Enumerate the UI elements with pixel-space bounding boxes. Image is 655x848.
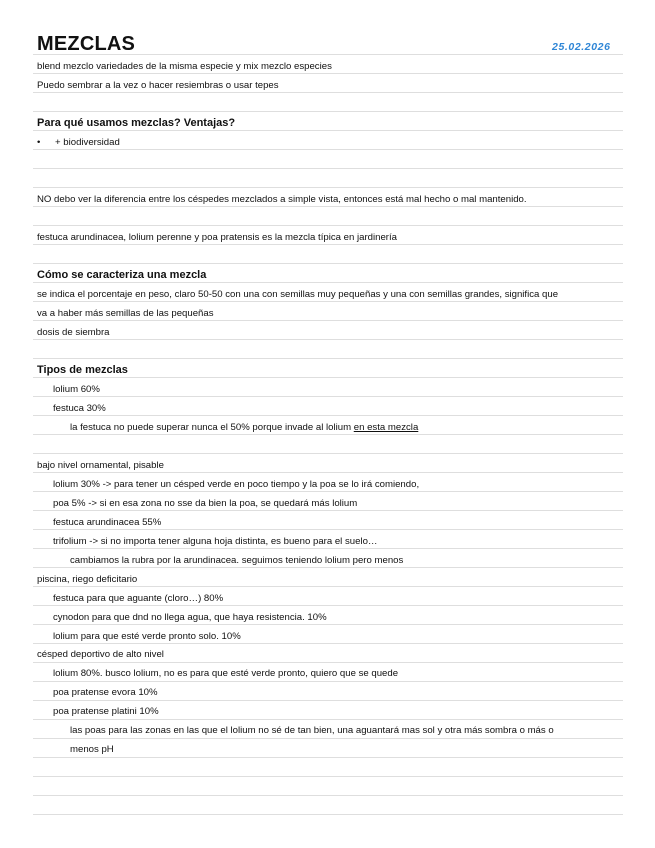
handwritten-date: 25.02.2026	[552, 41, 611, 53]
rule-line	[33, 453, 623, 454]
note-line: va a haber más semillas de las pequeñas	[37, 308, 214, 319]
rule-line	[33, 776, 623, 777]
rule-line	[33, 605, 623, 606]
rule-line	[33, 206, 623, 207]
rule-line	[33, 301, 623, 302]
note-line: poa 5% -> si en esa zona no sse da bien la poa, se quedará más lolium	[53, 498, 358, 509]
rule-line	[33, 130, 623, 131]
note-line: festuca arundinacea 55%	[53, 517, 162, 528]
rule-line	[33, 73, 623, 74]
note-line: lolium 30% -> para tener un césped verde en poco tiempo y la poa se lo irá comiendo,	[53, 479, 420, 490]
note-line: NO debo ver la diferencia entre los céspedes mezclados a simple vista, entonces está mal hecho o mal mantenido.	[37, 194, 527, 205]
note-line: las poas para las zonas en las que el lolium no sé de tan bien, una aguantará mas sol y otra más sombra o más o	[70, 725, 554, 736]
rule-line	[33, 149, 623, 150]
rule-line	[33, 472, 623, 473]
rule-line	[33, 415, 623, 416]
note-line	[70, 422, 418, 434]
note-line: Puedo sembrar a la vez o hacer resiembras o usar tepes	[37, 80, 279, 91]
rule-line	[33, 795, 623, 796]
rule-line	[33, 111, 623, 112]
note-line: lolium 60%	[53, 384, 100, 395]
section-heading: Tipos de mezclas	[37, 364, 128, 376]
rule-line	[33, 700, 623, 701]
note-line: bajo nivel ornamental, pisable	[37, 460, 164, 471]
note-line: festuca arundinacea, lolium perenne y poa pratensis es la mezcla típica en jardinería	[37, 232, 397, 243]
rule-line	[33, 567, 623, 568]
rule-line	[33, 168, 623, 169]
note-line: festuca 30%	[53, 403, 106, 414]
section-heading: Cómo se caracteriza una mezcla	[37, 269, 207, 281]
note-line: piscina, riego deficitario	[37, 574, 138, 585]
note-line: lolium 80%. busco lolium, no es para que esté verde pronto, quiero que se quede	[53, 668, 399, 679]
note-line: césped deportivo de alto nivel	[37, 649, 164, 660]
note-line: dosis de siembra	[37, 327, 110, 338]
rule-line	[33, 358, 623, 359]
rule-line	[33, 244, 623, 245]
rule-line	[33, 548, 623, 549]
rule-line	[33, 92, 623, 93]
section-heading: Para qué usamos mezclas? Ventajas?	[37, 117, 236, 129]
note-line: trifolium -> si no importa tener alguna hoja distinta, es bueno para el suelo…	[53, 536, 378, 547]
rule-line	[33, 719, 623, 720]
rule-line	[33, 282, 623, 283]
rule-line	[33, 586, 623, 587]
rule-line	[33, 434, 623, 435]
rule-line	[33, 529, 623, 530]
note-line: menos pH	[70, 744, 114, 755]
rule-line	[33, 263, 623, 264]
rule-line	[33, 738, 623, 739]
rule-line	[33, 320, 623, 321]
note-line: cambiamos la rubra por la arundinacea. seguimos teniendo lolium pero menos	[70, 555, 404, 566]
underlined-text: en esta mezcla	[353, 422, 419, 433]
rule-line	[33, 491, 623, 492]
note-line: poa pratense evora 10%	[53, 687, 158, 698]
bullet-item	[37, 137, 120, 149]
bullet-icon: •	[37, 137, 41, 148]
note-text: la festuca no puede superar nunca el 50% porque invade al lolium	[70, 422, 354, 433]
note-line: lolium para que esté verde pronto solo. 10%	[53, 631, 241, 642]
rule-line	[33, 510, 623, 511]
note-line: cynodon para que dnd no llega agua, que haya resistencia. 10%	[53, 612, 327, 623]
rule-line	[33, 225, 623, 226]
rule-line	[33, 377, 623, 378]
rule-line	[33, 643, 623, 644]
rule-line	[33, 681, 623, 682]
note-line: poa pratense platini 10%	[53, 706, 159, 717]
note-line: blend mezclo variedades de la misma especie y mix mezclo especies	[37, 61, 332, 72]
note-line: festuca para que aguante (cloro…) 80%	[53, 593, 224, 604]
rule-line	[33, 187, 623, 188]
rule-line	[33, 757, 623, 758]
rule-line	[33, 339, 623, 340]
rule-line	[33, 662, 623, 663]
page-title: MEZCLAS	[37, 33, 136, 55]
rule-line	[33, 814, 623, 815]
note-line: se indica el porcentaje en peso, claro 50-50 con una con semillas muy pequeñas y una con semillas grandes, significa que	[37, 289, 559, 300]
rule-line	[33, 624, 623, 625]
bullet-text: + biodiversidad	[55, 137, 120, 148]
rule-line	[33, 396, 623, 397]
